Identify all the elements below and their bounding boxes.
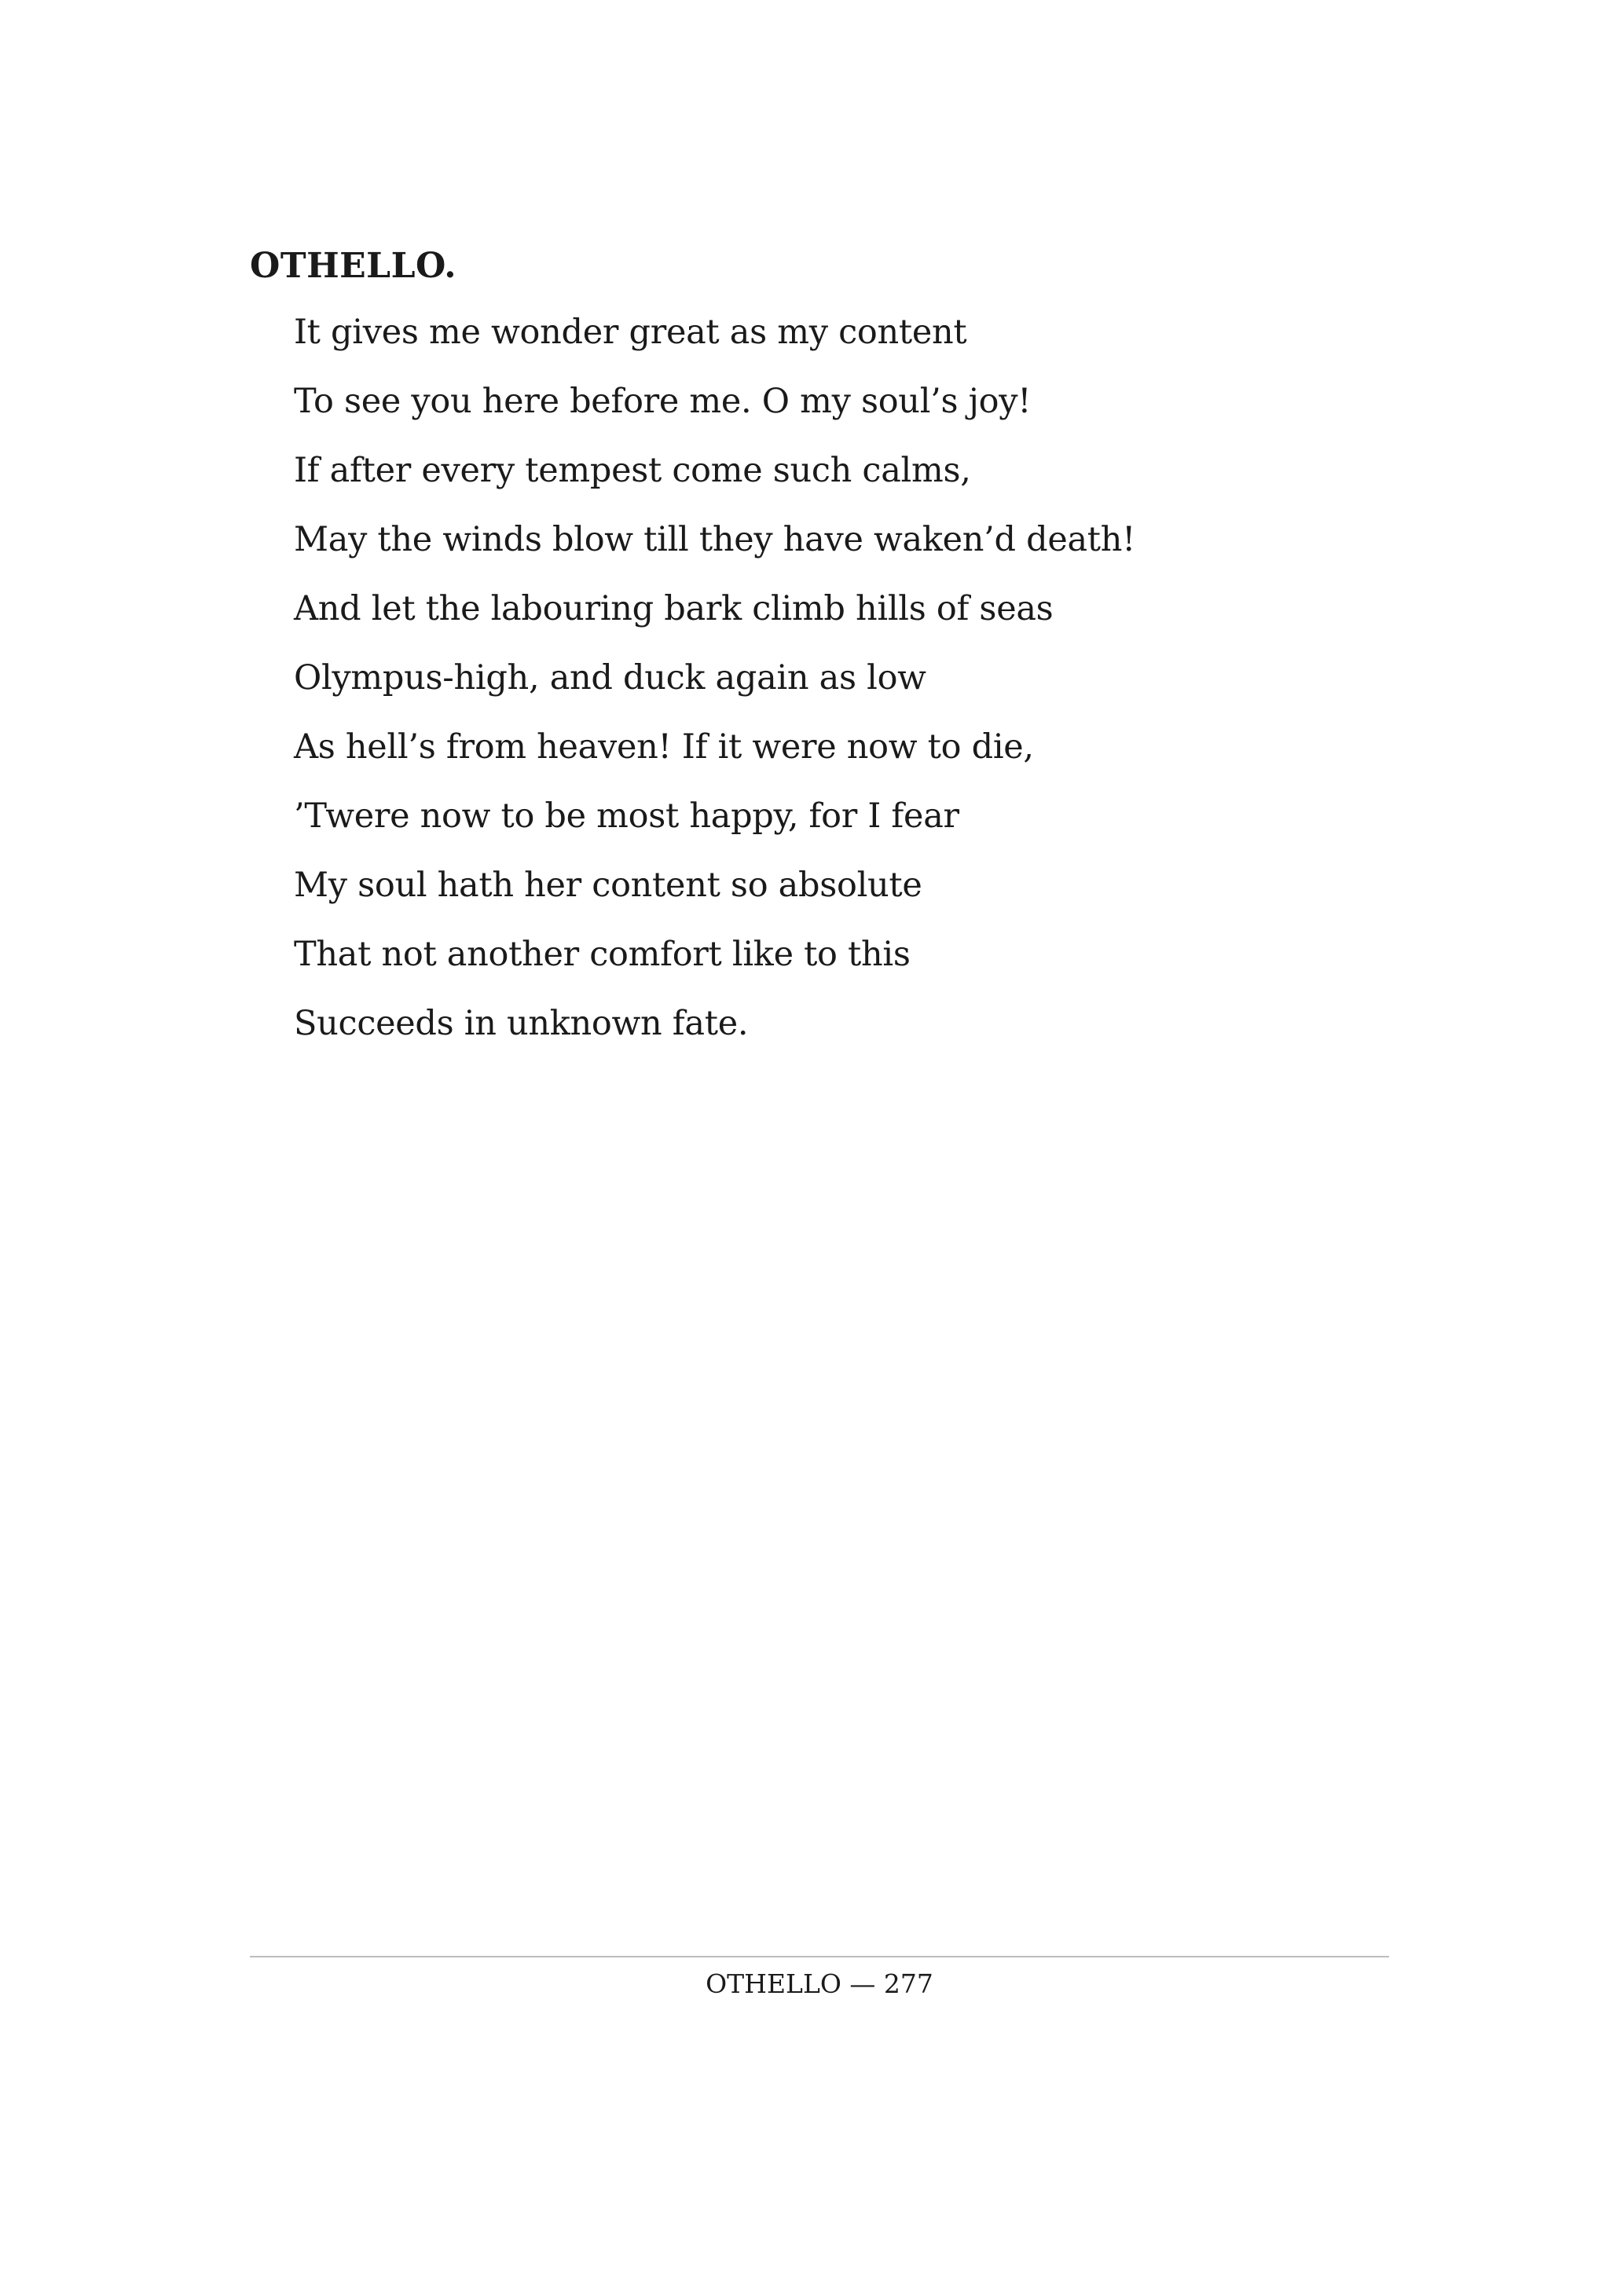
verse-block [294,309,1135,1069]
verse-line: ’Twere now to be most happy, for I fear [294,796,959,836]
verse-line: That not another comfort like to this [294,935,911,974]
verse-line: If after every tempest come such calms, [294,451,971,490]
footer-divider [250,1956,1389,1957]
verse-line: As hell’s from heaven! If it were now to die, [294,727,1034,767]
verse-line: Olympus-high, and duck again as low [294,658,926,698]
running-footer: OTHELLO — 277 [706,1968,933,1999]
verse-line: To see you here before me. O my soul’s joy! [294,382,1032,421]
verse-line: May the winds blow till they have waken’d death! [294,520,1136,559]
verse-line: Succeeds in unknown fate. [294,1004,749,1043]
speaker-name: OTHELLO. [250,246,457,286]
verse-line: My soul hath her content so absolute [294,866,922,905]
verse-line: And let the labouring bark climb hills of seas [294,589,1054,628]
verse-line: It gives me wonder great as my content [294,313,967,352]
